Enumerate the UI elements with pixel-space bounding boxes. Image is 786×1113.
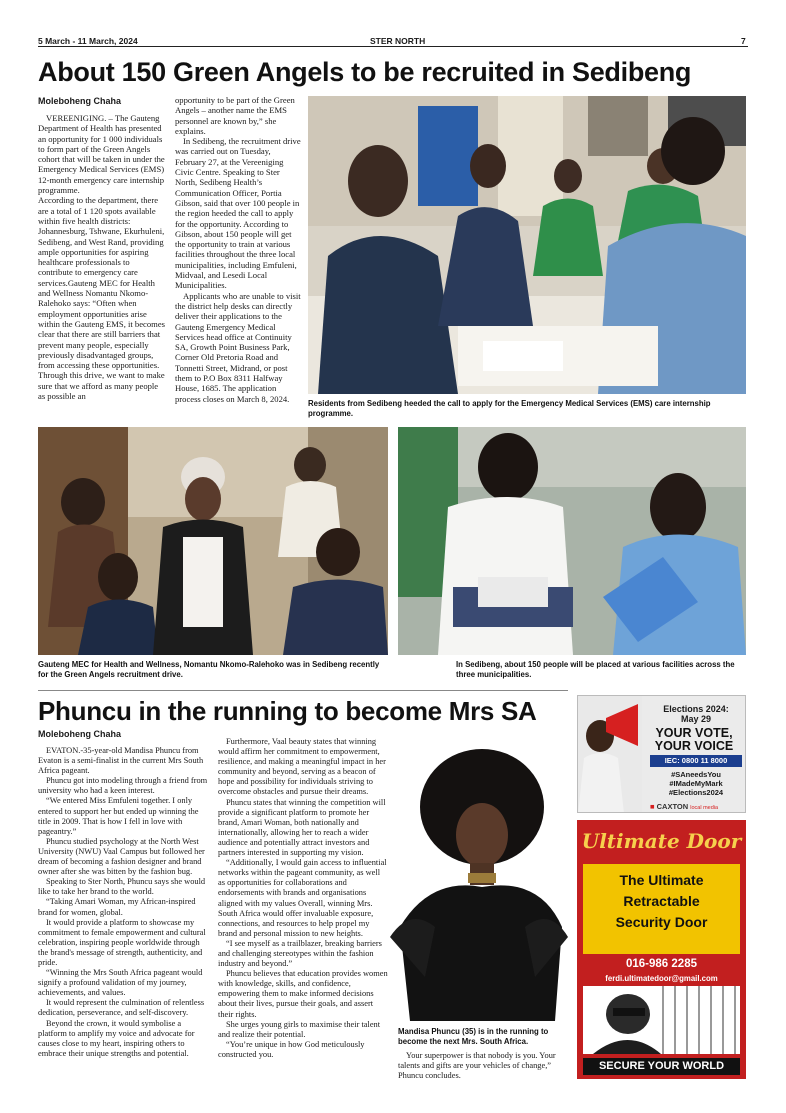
- ad-door-phone: 016-986 2285: [626, 958, 697, 970]
- story1-column-1: [38, 113, 166, 401]
- caption-ems-applicants: Residents from Sedibeng heeded the call to apply for the Emergency Medical Services (EMS) care internship programme.: [308, 399, 711, 418]
- story2-col2-para-4: “I see myself as a trailblazer, breaking barriers and challenging stereotypes within the fashion industry and beyond.”: [218, 938, 382, 969]
- story2-col1-para-4: Phuncu studied psychology at the North West University (NWU) Vaal Campus but followed her dream of becoming a fashion designer and brand owner after she was bitten by the fashion bug.: [38, 836, 205, 877]
- ad-ultimate-door[interactable]: [577, 820, 746, 1079]
- story2-col1-para-8: “Winning the Mrs South Africa pageant would signify a profound validation of my journey, achievements, and values.: [38, 968, 203, 998]
- story2-col1-para-2: Phuncu got into modeling through a friend from university who had a keen interest.: [38, 776, 208, 796]
- story2-col1-para-6: “Taking Amari Woman, my African-inspired brand for women, global.: [38, 897, 196, 917]
- ad-elections-big2: YOUR VOICE: [654, 739, 734, 753]
- story1-col2-para-3: Applicants who are unable to visit the district help desks can directly deliver their applications to the Gauteng Emergency Medical Services head office at Continuity SA, Growth Point Business Park, Corner Old Pretoria Road and Tonnetti Street, Midrand, or post them to P.O Box 8311 Halfway House, 1685. The application process closes on March 8, 2024.: [175, 290, 301, 404]
- ad-elections-tag1: #SAneedsYou: [671, 770, 721, 779]
- ad-elections-line1: Elections 2024:: [663, 704, 729, 714]
- ad-elections-tag2: #IMadeMyMark: [669, 779, 723, 788]
- ad-door-brand: Ultimate Door: [581, 829, 742, 853]
- story2-col2-para-6: She urges young girls to maximise their talent and realize their potential.: [218, 1019, 381, 1039]
- story1-col2-para-1: opportunity to be part of the Green Angels – another name the EMS personnel are known by,” she explains.: [175, 95, 295, 136]
- ad-elections-logo: CAXTON: [656, 802, 689, 811]
- story2-headline: Phuncu in the running to become Mrs SA: [38, 696, 537, 726]
- ad-elections[interactable]: [577, 695, 746, 813]
- story2-column-2: [218, 737, 388, 1060]
- photo-applicants-forms: [398, 427, 746, 655]
- story2-col1-para-1: EVATON.-35-year-old Mandisa Phuncu from Evaton is a semi-finalist in the current Mrs South Africa pageant.: [38, 746, 204, 776]
- story2-col1-para-7: It would provide a platform to showcase my commitment to female empowerment and cultural celebration, inspiring people worldwide through the brand's message of strength, authenticity, and pride.: [38, 917, 206, 967]
- story1-headline: About 150 Green Angels to be recruited in Sedibeng: [38, 57, 692, 87]
- story2-column-3: Your superpower is that nobody is you. Your talents and gifts are your vehicles of change,” Phuncu concludes.: [398, 1051, 556, 1081]
- story2-byline: Moleboheng Chaha: [38, 729, 121, 739]
- story2-col2-para-7: “You’re unique in how God meticulously constructed you.: [218, 1039, 365, 1059]
- story2-column-1: [38, 746, 208, 1059]
- story1-col1-para-1: VEREENIGING. – The Gauteng Department of Health has presented an opportunity for 1 000 individuals to form part of the Green Angels cohort that will be taken in under the Emergency Medical Services (EMS) 12-month emergency care internship programme.: [38, 113, 165, 196]
- caption-mec-visit: Gauteng MEC for Health and Wellness, Nomantu Nkomo-Ralehoko was in Sedibeng recently for the Green Angels recruitment drive.: [38, 660, 380, 679]
- photo-ems-applicants: [308, 96, 746, 394]
- burglar-illustration: [583, 986, 740, 1054]
- folio-section: STER NORTH: [370, 36, 426, 46]
- folio-page-number: 7: [741, 36, 746, 46]
- megaphone-woman-illustration: [578, 696, 642, 813]
- story2-col2-para-5: Phuncu believes that education provides women with knowledge, skills, and confidence, empowering them to make informed decisions about their lives, pursue their goals, and assert their rights.: [218, 969, 388, 1019]
- story2-col1-para-3: “We entered Miss Emfuleni together. I only entered to support her but ended up winning the title in 2009. That is how I fell in love with pageantry.”: [38, 796, 199, 836]
- top-rule: [38, 46, 748, 47]
- ad-door-slogan: SECURE YOUR WORLD: [583, 1058, 740, 1075]
- caption-applicants-forms: In Sedibeng, about 150 people will be placed at various facilities across the three municipalities.: [456, 660, 735, 679]
- caption-mandisa-phuncu: Mandisa Phuncu (35) is in the running to become the next Mrs. South Africa.: [398, 1027, 549, 1046]
- ad-door-line3: Security Door: [615, 914, 708, 930]
- story1-column-2: [175, 95, 301, 404]
- ad-elections-iec: IEC: 0800 11 8000: [650, 755, 742, 767]
- photo-mandisa-phuncu: [390, 737, 568, 1021]
- ad-elections-big1: YOUR VOTE,: [655, 726, 733, 740]
- ad-elections-line2: May 29: [680, 714, 712, 724]
- ad-door-line1: The Ultimate: [619, 872, 704, 888]
- story2-col1-para-10: Beyond the crown, it would symbolise a platform to amplify my voice and advocate for causes close to my heart, inspiring others to embrace their unique strengths and potential.: [38, 1018, 195, 1058]
- ad-door-email: ferdi.ultimatedoor@gmail.com: [605, 974, 718, 983]
- story2-col1-para-5: Speaking to Ster North, Phuncu says she would like to take her brand to the world.: [38, 877, 206, 897]
- story2-col2-para-3: “Additionally, I would gain access to influential networks within the pageant community, as well as opportunities for collaborations and endorsements with brands and organisations aligned with my values Overall, winning Mrs. South Africa would offer invaluable exposure, connections, and resources to help propel my brand and personal mission to new heights.: [218, 858, 387, 938]
- story1-col1-para-2: According to the department, there are a total of 1 120 spots available within five health districts: Johannesburg, Tshwane, Ekurhuleni, Sedibeng, and West Rand, providing ample opportunities for aspiring healthcare professionals to contribute to emergency care services.Gauteng MEC for Health and Wellness Nomantu Nkomo-Ralehoko says: “Often when employment opportunities arise within the Gauteng EMS, it becomes clear that there are still barriers that prevent many people, especially previously disadvantaged groups, from accessing these opportunities. Through this drive, we want to make sure that we afford as many people as possible an: [38, 195, 165, 402]
- story-divider: [38, 690, 568, 691]
- ad-door-line2: Retractable: [623, 893, 700, 909]
- story2-col1-para-9: It would represent the culmination of relentless dedication, perseverance, and self-discovery.: [38, 998, 205, 1018]
- story2-col2-para-2: Phuncu states that winning the competition will provide a significant platform to promote her brand, Amari Woman, both nationally and internationally, allowing her to reach a wider audience and potentially attract investors and partners interested in supporting my vision.: [218, 797, 386, 858]
- folio-date: 5 March - 11 March, 2024: [38, 36, 138, 46]
- story1-col2-para-2: In Sedibeng, the recruitment drive was carried out on Tuesday, February 27, at the Vereeniging Civic Centre. Speaking to Ster North, Sedibeng Health’s Communication Officer, Portia Gibson, said that over 100 people in the region heeded the call to apply for the opportunity. According to Gibson, about 150 people will get the opportunity to train at various facilities throughout the three local municipalities, including Emfuleni, Midvaal, and Lesedi Local Municipalities.: [175, 136, 301, 291]
- photo-mec-visit: [38, 427, 388, 655]
- ad-elections-tag3: #Elections2024: [668, 788, 724, 797]
- caxton-logo-icon: ■: [650, 802, 655, 811]
- story2-col2-para-1: Furthermore, Vaal beauty states that winning would affirm her commitment to empowerment, resilience, and making a meaningful impact in her community and beyond, serving as a beacon of hope and possibility for individuals striving to overcome obstacles and pursue their dreams.: [218, 737, 386, 797]
- ad-elections-logo-sub: local media: [690, 805, 719, 811]
- story1-byline: Moleboheng Chaha: [38, 96, 121, 106]
